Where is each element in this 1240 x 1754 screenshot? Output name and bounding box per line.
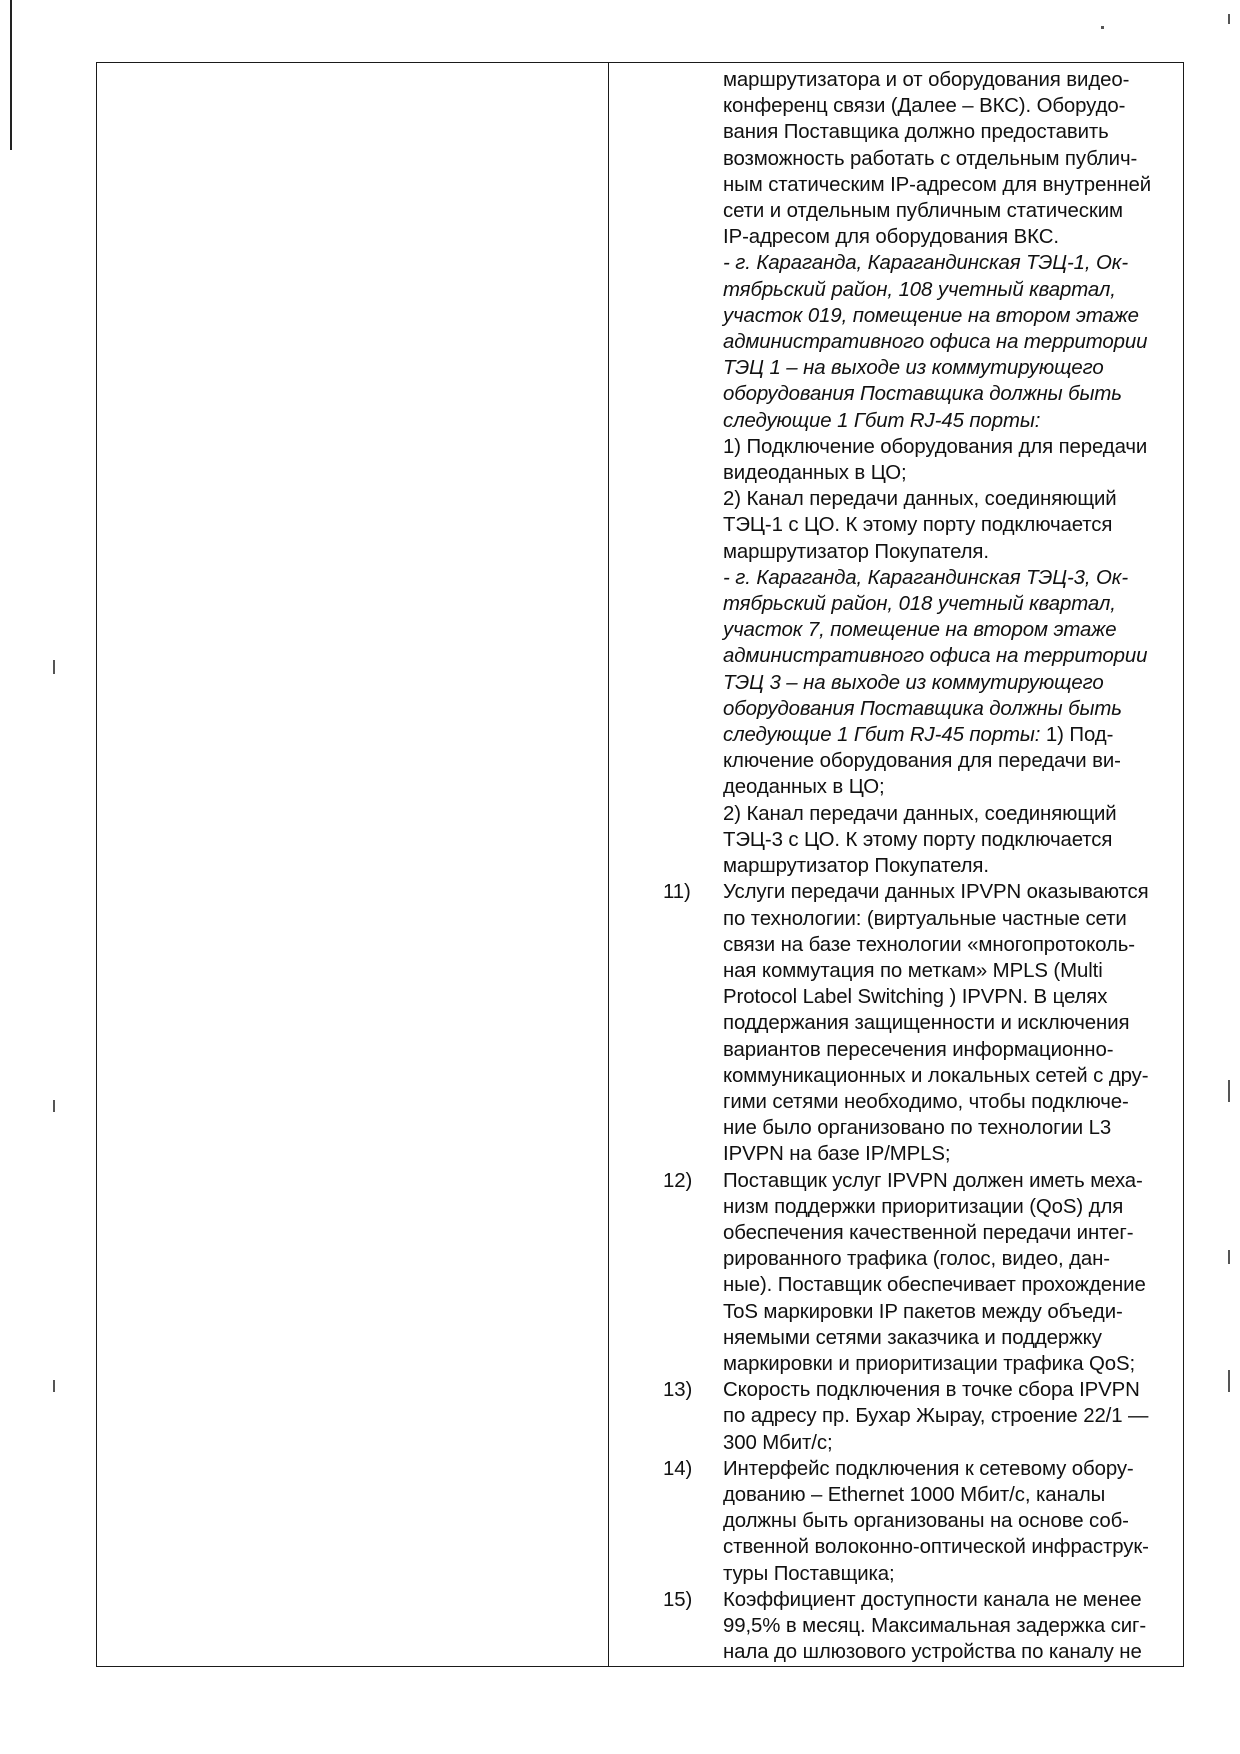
item-line: связи на базе технологии «многопротоколь- — [723, 933, 1135, 956]
scan-margin-line — [10, 0, 12, 150]
item-number: 12) — [663, 1169, 693, 1192]
item-line: обеспечения качественной передачи интег- — [723, 1221, 1134, 1244]
item-line: ная коммутация по меткам» MPLS (Multi — [723, 959, 1103, 982]
scan-speck — [1228, 1370, 1230, 1392]
item-line: 99,5% в месяц. Максимальная задержка сиг- — [723, 1614, 1147, 1637]
location-line-tec1: участок 019, помещение на втором этаже — [723, 304, 1139, 327]
scan-speck — [1228, 14, 1230, 24]
item-line: гими сетями необходимо, чтобы подключе- — [723, 1090, 1129, 1113]
port-line-tec3: ключение оборудования для передачи ви- — [723, 750, 1121, 773]
item-line: Поставщик услуг IPVPN должен иметь меха- — [723, 1169, 1143, 1192]
specification-table — [96, 62, 1184, 1667]
location-line-tec3: ТЭЦ 3 – на выходе из коммутирующего — [723, 671, 1104, 694]
item-line: рированного трафика (голос, видео, дан- — [723, 1248, 1110, 1271]
item-line: ственной волоконно-оптической инфраструк- — [723, 1536, 1149, 1559]
table-cell-left-empty — [97, 63, 608, 1666]
item-line: Коэффициент доступности канала не менее — [723, 1588, 1142, 1611]
numbered-item — [663, 1168, 1183, 1378]
item-line: по адресу пр. Бухар Жырау, строение 22/1 — — [723, 1405, 1149, 1428]
location-line-tec1: оборудования Поставщика должны быть — [723, 383, 1122, 406]
item-line: дованию – Ethernet 1000 Мбит/с, каналы — [723, 1483, 1106, 1506]
item-line: ные). Поставщик обеспечивает прохождение — [723, 1274, 1146, 1297]
port-line-tec1: видеоданных в ЦО; — [723, 462, 907, 485]
item-line: Скорость подключения в точке сбора IPVPN — [723, 1379, 1140, 1402]
paragraph-line: ным статическим IP-адресом для внутренней — [723, 173, 1152, 196]
location-line-tec3: тябрьский район, 018 учетный квартал, — [723, 593, 1116, 616]
scan-speck — [1228, 1080, 1230, 1102]
item-line: низм поддержки приоритизации (QoS) для — [723, 1195, 1124, 1218]
port-line-tec3: маршрутизатор Покупателя. — [723, 855, 989, 878]
numbered-item — [663, 1377, 1183, 1456]
location-line-tec3: административного офиса на территории — [723, 645, 1148, 668]
table-cell-requirements — [610, 63, 1183, 1666]
paragraph-line: конференц связи (Далее – ВКС). Оборудо- — [723, 95, 1126, 118]
scan-speck — [53, 660, 55, 674]
italic-fragment: следующие 1 Гбит RJ-45 порты: — [723, 724, 1041, 747]
item-number: 14) — [663, 1457, 693, 1480]
table-column-divider — [608, 63, 609, 1666]
item-number: 15) — [663, 1588, 693, 1611]
item-line: Protocol Label Switching ) IPVPN. В целях — [723, 986, 1108, 1009]
port-line-tec1: 1) Подключение оборудования для передачи — [723, 435, 1148, 458]
item-line: Интерфейс подключения к сетевому обору- — [723, 1457, 1134, 1480]
item-number: 13) — [663, 1379, 693, 1402]
item-line: коммуникационных и локальных сетей с дру- — [723, 1064, 1149, 1087]
port-line-tec1: 2) Канал передачи данных, соединяющий — [723, 488, 1117, 511]
item-line: поддержания защищенности и исключения — [723, 1012, 1130, 1035]
location-line-tec3: - г. Караганда, Карагандинская ТЭЦ-3, Ок- — [723, 566, 1129, 589]
item-line: по технологии: (виртуальные частные сети — [723, 907, 1127, 930]
port-line-tec3: ТЭЦ-3 с ЦО. К этому порту подключается — [723, 828, 1113, 851]
item-line: ние было организовано по технологии L3 — [723, 1117, 1112, 1140]
item-line: IPVPN на базе IP/MPLS; — [723, 1143, 951, 1166]
item-line: должны быть организованы на основе соб- — [723, 1510, 1129, 1533]
paragraph-line: возможность работать с отдельным публич- — [723, 147, 1138, 170]
numbered-item — [663, 1587, 1183, 1666]
regular-fragment: 1) Под- — [1040, 724, 1114, 747]
port-line-tec1: маршрутизатор Покупателя. — [723, 540, 989, 563]
location-line-tec1: ТЭЦ 1 – на выходе из коммутирующего — [723, 357, 1104, 380]
location-line-tec3-ports — [723, 722, 1183, 748]
numbered-item — [663, 879, 1183, 1167]
numbered-item — [663, 1456, 1183, 1587]
scan-speck — [53, 1380, 55, 1392]
port-line-tec3: деоданных в ЦО; — [723, 776, 885, 799]
item-line: нала до шлюзового устройства по каналу не — [723, 1641, 1142, 1664]
item-number: 11) — [663, 881, 691, 904]
paragraph-line: IP-адресом для оборудования ВКС. — [723, 226, 1059, 249]
location-line-tec1: тябрьский район, 108 учетный квартал, — [723, 278, 1116, 301]
scan-speck — [1101, 26, 1104, 29]
item-line: маркировки и приоритизации трафика QoS; — [723, 1352, 1136, 1375]
item-line: туры Поставщика; — [723, 1562, 895, 1585]
item-line: 300 Мбит/с; — [723, 1431, 833, 1454]
item-line: няемыми сетями заказчика и поддержку — [723, 1326, 1102, 1349]
paragraph-line: вания Поставщика должно предоставить — [723, 121, 1109, 144]
port-line-tec1: ТЭЦ-1 с ЦО. К этому порту подключается — [723, 514, 1113, 537]
item-line: ToS маркировки IP пакетов между объеди- — [723, 1300, 1123, 1323]
item-line: Услуги передачи данных IPVPN оказываются — [723, 881, 1149, 904]
location-line-tec1: следующие 1 Гбит RJ-45 порты: — [723, 409, 1041, 432]
item-line: вариантов пересечения информационно- — [723, 1038, 1114, 1061]
scan-speck — [53, 1100, 55, 1112]
location-line-tec3: участок 7, помещение на втором этаже — [723, 619, 1117, 642]
paragraph-line: маршрутизатора и от оборудования видео- — [723, 69, 1130, 91]
location-line-tec3: оборудования Поставщика должны быть — [723, 697, 1122, 720]
port-line-tec3: 2) Канал передачи данных, соединяющий — [723, 802, 1117, 825]
requirements-text — [663, 67, 1183, 1665]
location-line-tec1: административного офиса на территории — [723, 331, 1148, 354]
location-line-tec1: - г. Караганда, Карагандинская ТЭЦ-1, Ок- — [723, 252, 1129, 275]
paragraph-line: сети и отдельным публичным статическим — [723, 200, 1123, 223]
scan-speck — [1228, 1250, 1230, 1264]
